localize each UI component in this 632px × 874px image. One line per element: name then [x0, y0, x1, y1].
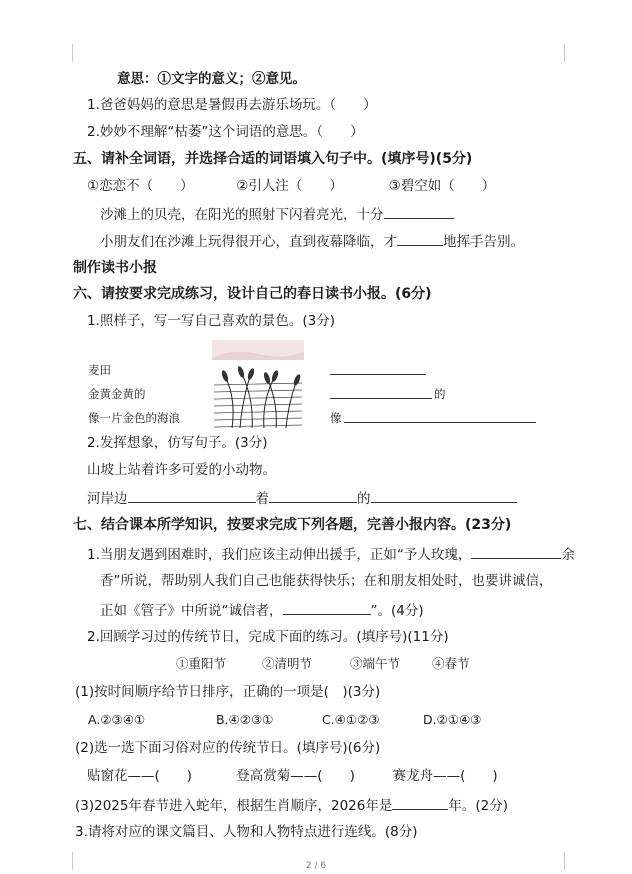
- answer-line-scenery[interactable]: [330, 374, 426, 375]
- section-7-heading: 七、结合课本所学知识，按要求完成下列各题，完善小报内容。(23分): [73, 517, 512, 533]
- imitation-sentence: [87, 488, 517, 508]
- sec7-q1-line1: [87, 544, 575, 564]
- festival-list: [176, 655, 469, 673]
- q4-item-1: 1.爸爸妈妈的意思是暑假再去游乐场玩。（ ）: [87, 97, 377, 113]
- sec7-q1-line2: 香”所说，帮助别人我们自己也能获得快乐；在和朋友相处时，也要讲诚信，: [100, 573, 553, 589]
- choice-c[interactable]: C.④①②③: [321, 712, 380, 727]
- crop-mark-top-right: [564, 44, 581, 62]
- choice-d[interactable]: D.②①④③: [422, 712, 482, 727]
- answer-blank[interactable]: [471, 544, 561, 559]
- word-option-2: ②引人注（ ）: [236, 178, 343, 194]
- example-line-2: 金黄金黄的: [88, 387, 146, 401]
- sec7-sub-3-text-b: 年。(2分): [448, 798, 508, 814]
- festival-3: ③端午节: [349, 656, 400, 671]
- word-options: [87, 177, 495, 195]
- sec7-sub-2: (2)选一选下面习俗对应的传统节日。(填序号)(6分): [75, 740, 381, 756]
- imitation-text-b: 着: [255, 491, 269, 507]
- choice-list: [88, 711, 481, 729]
- sec7-q1-line3: [100, 600, 424, 620]
- sec7-q1-text-d: ”。(4分): [370, 603, 424, 619]
- sec7-sub-3: [75, 795, 508, 815]
- meaning-note: 意思：①文字的意义；②意见。: [117, 71, 306, 87]
- answer-blank[interactable]: [128, 488, 256, 503]
- sec7-question-3: 3.请将对应的课文篇目、人物和人物特点进行连线。(8分): [75, 824, 418, 840]
- sec7-question-2: 2.回顾学习过的传统节日，完成下面的练习。(填序号)(11分): [87, 629, 449, 645]
- sec7-q1-text-b: 余: [561, 547, 575, 563]
- sec7-sub-3-text-a: (3)2025年春节进入蛇年，根据生肖顺序，2026年是: [75, 798, 393, 814]
- answer-blank[interactable]: [283, 600, 371, 615]
- festival-2: ②清明节: [261, 656, 312, 671]
- fill-sentence-2: [100, 231, 524, 251]
- example-line-1: 麦田: [88, 363, 111, 377]
- answer-blank[interactable]: [392, 795, 448, 810]
- section-5-heading: 五、请补全词语，并选择合适的词语填入句子中。(填序号)(5分): [73, 151, 473, 167]
- imitation-text-a: 河岸边: [87, 491, 128, 507]
- custom-list: [87, 767, 498, 785]
- ans-de-label: 的: [434, 387, 446, 401]
- answer-line-simile[interactable]: [344, 422, 536, 423]
- fill-sentence-1: [100, 204, 454, 224]
- fill-sentence-1-text: 沙滩上的贝壳，在阳光的照射下闪着亮光，十分: [100, 207, 384, 223]
- custom-1: 贴窗花——( ): [87, 768, 193, 784]
- imitation-text-c: 的: [357, 491, 371, 507]
- sec7-q1-text-a: 1.当朋友遇到困难时，我们应该主动伸出援手，正如“予人玫瑰，: [87, 547, 472, 563]
- fill-sentence-2-text-b: 地挥手告别。: [443, 234, 524, 250]
- section-6-heading: 六、请按要求完成练习，设计自己的春日读书小报。(6分): [73, 286, 432, 302]
- answer-blank[interactable]: [371, 488, 517, 503]
- sec6-question-2: 2.发挥想象，仿写句子。(3分): [87, 435, 268, 451]
- sec6-question-1: 1.照样子，写一写自己喜欢的景色。(3分): [87, 313, 336, 329]
- answer-blank[interactable]: [269, 488, 357, 503]
- report-title: 制作读书小报: [73, 260, 157, 276]
- custom-2: 登高赏菊——( ): [236, 768, 355, 784]
- custom-3: 赛龙舟——( ): [392, 768, 498, 784]
- answer-blank[interactable]: [384, 204, 454, 219]
- choice-b[interactable]: B.④②③①: [215, 712, 274, 727]
- example-line-3: 像一片金色的海浪: [88, 411, 180, 425]
- word-option-3: ③碧空如（ ）: [388, 178, 496, 194]
- word-option-1: ①恋恋不（ ）: [87, 178, 194, 194]
- page-number: 2 / 6: [305, 861, 327, 871]
- crop-mark-top-left: [56, 44, 73, 62]
- sec7-q1-text-c: 正如《管子》中所说“诚信者，: [100, 603, 283, 619]
- ans-xiang-label: 像: [330, 411, 342, 425]
- festival-1: ①重阳节: [176, 656, 227, 671]
- wheat-field-illustration: [212, 340, 304, 430]
- answer-line-adjective[interactable]: [330, 398, 432, 399]
- sec7-sub-1: (1)按时间顺序给节日排序，正确的一项是( )(3分): [75, 684, 381, 700]
- answer-blank[interactable]: [397, 231, 443, 246]
- q4-item-2: 2.妙妙不理解“枯萎”这个词语的意思。（ ）: [87, 124, 364, 140]
- choice-a[interactable]: A.②③④①: [88, 712, 146, 727]
- sec6-example-sentence: 山坡上站着许多可爱的小动物。: [87, 462, 276, 478]
- festival-4: ④春节: [431, 656, 470, 671]
- fill-sentence-2-text-a: 小朋友们在沙滩上玩得很开心，直到夜幕降临，才: [100, 234, 397, 250]
